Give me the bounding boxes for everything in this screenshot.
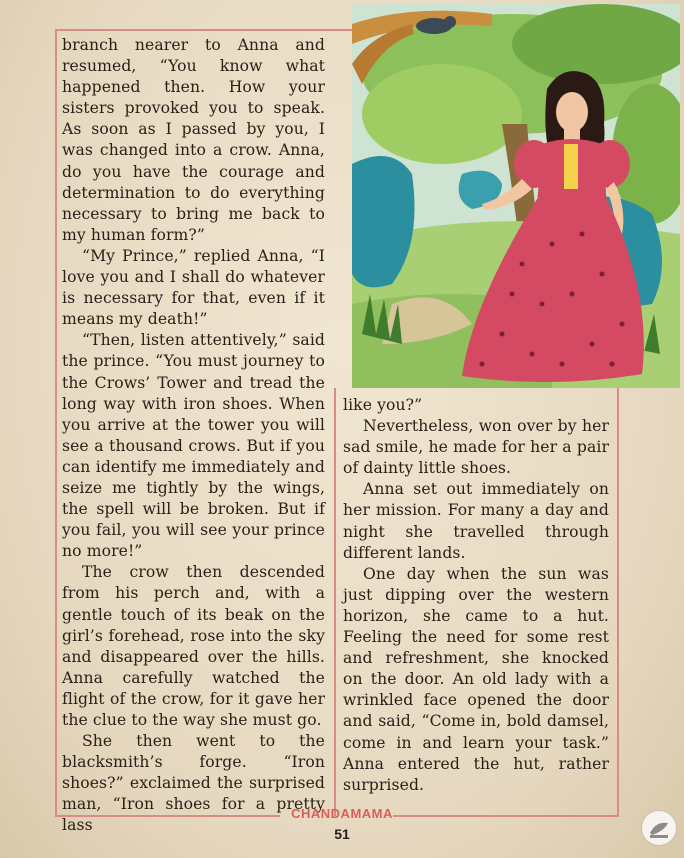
frame-center-rule xyxy=(334,388,336,816)
left-text-column xyxy=(62,35,325,837)
library-stamp-icon xyxy=(641,810,677,846)
paragraph: Anna set out immediately on her mission. For many a day and night she travelled through different lands. xyxy=(343,480,609,562)
frame-top-rule xyxy=(55,29,353,31)
stamp-drawing xyxy=(642,811,676,845)
right-text-column xyxy=(343,395,609,796)
paragraph: Nevertheless, won over by her sad smile, he made for her a pair of dainty little shoes. xyxy=(343,417,609,478)
story-illustration xyxy=(352,4,680,388)
frame-right-rule xyxy=(617,388,619,816)
paragraph: One day when the sun was just dipping over the western horizon, she came to a hut. Feeling the need for some rest and refreshment, she knocked on the door. An old lady with a wrinkled face opened the door and said, “Come in, bold damsel, come in and learn your task.” Anna entered the hut, rather surprised. xyxy=(343,564,609,794)
paragraph: “My Prince,” replied Anna, “I love you and I shall do whatever is necessary for that, even if it means my death!” xyxy=(62,246,325,329)
paragraph: branch nearer to Anna and resumed, “You know what happened then. How your sisters provoked you to speak. As soon as I passed by you, I was changed into a crow. Anna, do you have the courage and determination to do everything necessary to bring me back to my human form?” xyxy=(62,36,325,244)
girl-in-forest-illustration xyxy=(352,4,680,388)
frame-left-rule xyxy=(55,29,57,816)
paragraph: like you?” xyxy=(343,396,423,414)
paragraph: The crow then descended from his perch and, with a gentle touch of its beak on the girl’s forehead, rose into the sky and disappeared over the hills. Anna carefully watched the flight of the crow, for it gave her the clue to the way she must go. xyxy=(62,563,325,729)
page-number: 51 xyxy=(334,826,350,842)
magazine-title: CHANDAMAMA xyxy=(291,806,393,821)
paragraph: She then went to the blacksmith’s forge. “Iron shoes?” exclaimed the surprised man, “Iron shoes for a pretty lass xyxy=(62,732,325,835)
paragraph: “Then, listen attentively,” said the prince. “You must journey to the Crows’ Tower and tread the long way with iron shoes. When you arrive at the tower you will see a thousand crows. But if you can identify me immediately and seize me tightly by the wings, the spell will be broken. But if you fail, you will see your prince no more!” xyxy=(62,331,325,561)
